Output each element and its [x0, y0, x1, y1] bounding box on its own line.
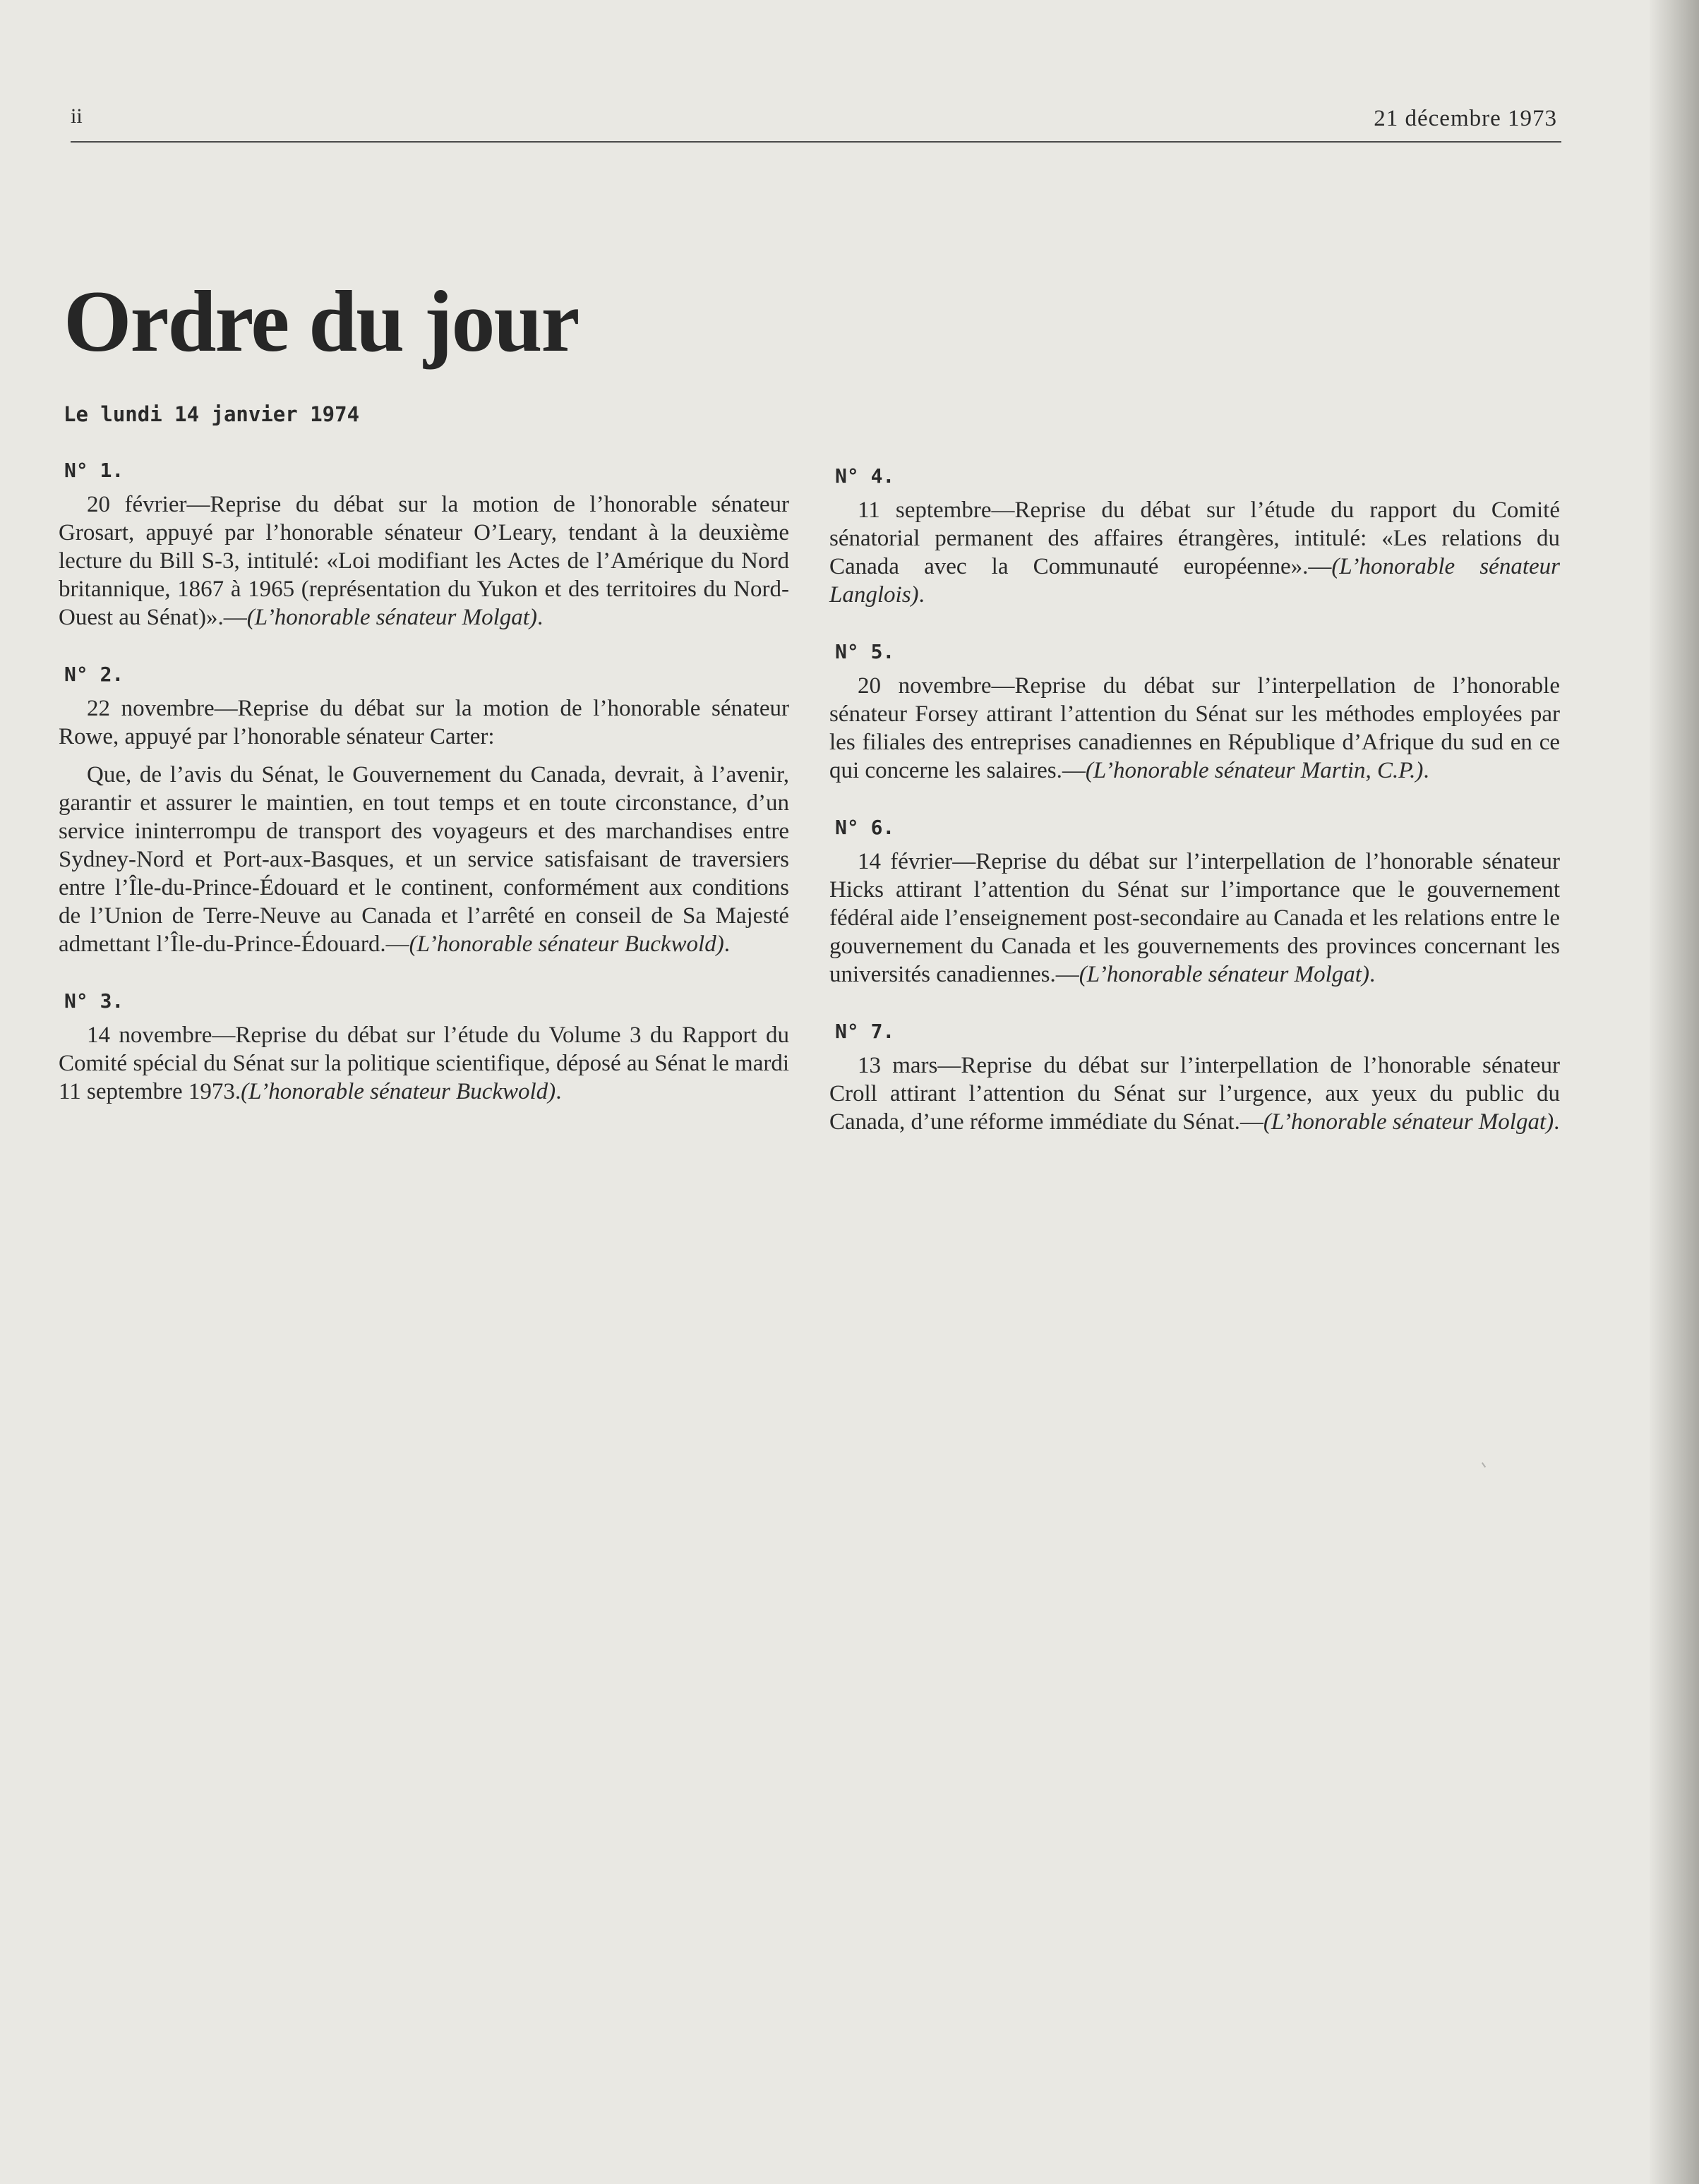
left-column — [59, 459, 789, 1137]
item-paragraph — [59, 761, 789, 958]
item-text: Que, de l’avis du Sénat, le Gouvernement du Canada, devrait, à l’avenir, garantir et assurer le maintien, en tout temps et en toute circonstance, d’un service ininterrompu de transport des voyageurs et des marchandises entre Sydney-Nord et Port-aux-Basques, et un service satisfaisant de traversiers entre l’Île-du-Prince-Édouard et le continent, conformément aux conditions de l’Union de Terre-Neuve au Canada et l’arrêté en conseil de Sa Majesté admettant l’Île-du-Prince-Édouard.— — [59, 762, 789, 957]
paper-mark — [1482, 1462, 1486, 1468]
item-attribution: (L’honorable sénateur Molgat) — [1079, 962, 1369, 987]
item-paragraph — [829, 847, 1560, 989]
item-attribution: (L’honorable sénateur Martin, C.P.) — [1085, 758, 1424, 783]
item-end-punctuation: . — [1369, 962, 1376, 987]
binding-shadow — [1650, 0, 1699, 2184]
item-number: N° 4. — [835, 464, 895, 488]
page-title: Ordre du jour — [64, 273, 579, 370]
agenda-item — [829, 640, 1560, 785]
item-text: 11 septembre—Reprise du débat sur l’étude du rapport du Comité sénatorial permanent des affaires étrangères, intitulé: «Les relations du Canada avec la Communauté européenne».— — [829, 497, 1560, 579]
item-paragraph — [59, 694, 789, 751]
item-number: N° 3. — [64, 989, 124, 1013]
item-end-punctuation: . — [536, 605, 544, 630]
sitting-date: Le lundi 14 janvier 1974 — [64, 402, 360, 426]
item-text: 22 novembre—Reprise du débat sur la motion de l’honorable sénateur Rowe, appuyé par l’honorable sénateur Carter: — [59, 696, 789, 749]
item-end-punctuation: . — [556, 1079, 562, 1104]
item-paragraph — [59, 1021, 789, 1106]
right-column — [829, 464, 1560, 1167]
item-text: 20 novembre—Reprise du débat sur l’interpellation de l’honorable sénateur Forsey attirant l’attention du Sénat sur les méthodes employées par les filiales des entreprises canadiennes en République d’Afrique du sud en ce qui concerne les salaires.— — [829, 673, 1560, 783]
item-number: N° 7. — [835, 1020, 895, 1043]
page-header — [71, 99, 1561, 143]
item-end-punctuation: . — [1554, 1109, 1560, 1135]
item-paragraph — [829, 1051, 1560, 1136]
item-number: N° 2. — [64, 663, 124, 686]
item-attribution: (L’honorable sénateur Buckwold) — [409, 931, 724, 957]
item-number: N° 1. — [64, 459, 124, 482]
item-text: 14 novembre—Reprise du débat sur l’étude du Volume 3 du Rapport du Comité spécial du Sénat sur la politique scientifique, déposé au Sénat le mardi 11 septembre 1973. — [59, 1022, 789, 1104]
item-number: N° 5. — [835, 640, 895, 663]
item-attribution: (L’honorable sénateur Molgat) — [1263, 1109, 1554, 1135]
agenda-item — [829, 464, 1560, 609]
item-attribution: (L’honorable sénateur Langlois) — [829, 554, 1560, 608]
item-paragraph — [829, 496, 1560, 609]
agenda-item — [59, 459, 789, 632]
item-end-punctuation: . — [1423, 758, 1429, 783]
agenda-item — [829, 1020, 1560, 1136]
item-end-punctuation: . — [724, 931, 730, 957]
item-number: N° 6. — [835, 816, 895, 839]
agenda-item — [59, 989, 789, 1106]
header-date: 21 décembre 1973 — [1374, 106, 1557, 131]
item-attribution: (L’honorable sénateur Molgat) — [246, 605, 537, 630]
item-attribution: (L’honorable sénateur Buckwold) — [241, 1079, 556, 1104]
page-number: ii — [71, 104, 83, 128]
agenda-item — [829, 816, 1560, 989]
item-paragraph — [829, 672, 1560, 785]
item-text: 14 février—Reprise du débat sur l’interpellation de l’honorable sénateur Hicks attirant l’attention du Sénat sur l’importance que le gouvernement fédéral aide l’enseignement post-secondaire au Canada et les relations entre le gouvernement du Canada et les gouvernements des provinces concernant les universités canadiennes.— — [829, 849, 1560, 987]
item-end-punctuation: . — [918, 582, 925, 608]
agenda-item — [59, 663, 789, 958]
item-text: 20 février—Reprise du débat sur la motion de l’honorable sénateur Grosart, appuyé par l’honorable sénateur O’Leary, tendant à la deuxième lecture du Bill S-3, intitulé: «Loi modifiant les Actes de l’Amérique du Nord britannique, 1867 à 1965 (représentation du Yukon et des territoires du Nord-Ouest au Sénat)».— — [59, 492, 789, 630]
item-text: 13 mars—Reprise du débat sur l’interpellation de l’honorable sénateur Croll attirant l’attention du Sénat sur l’urgence, aux yeux du public du Canada, d’une réforme immédiate du Sénat.— — [829, 1053, 1560, 1135]
item-paragraph — [59, 490, 789, 632]
